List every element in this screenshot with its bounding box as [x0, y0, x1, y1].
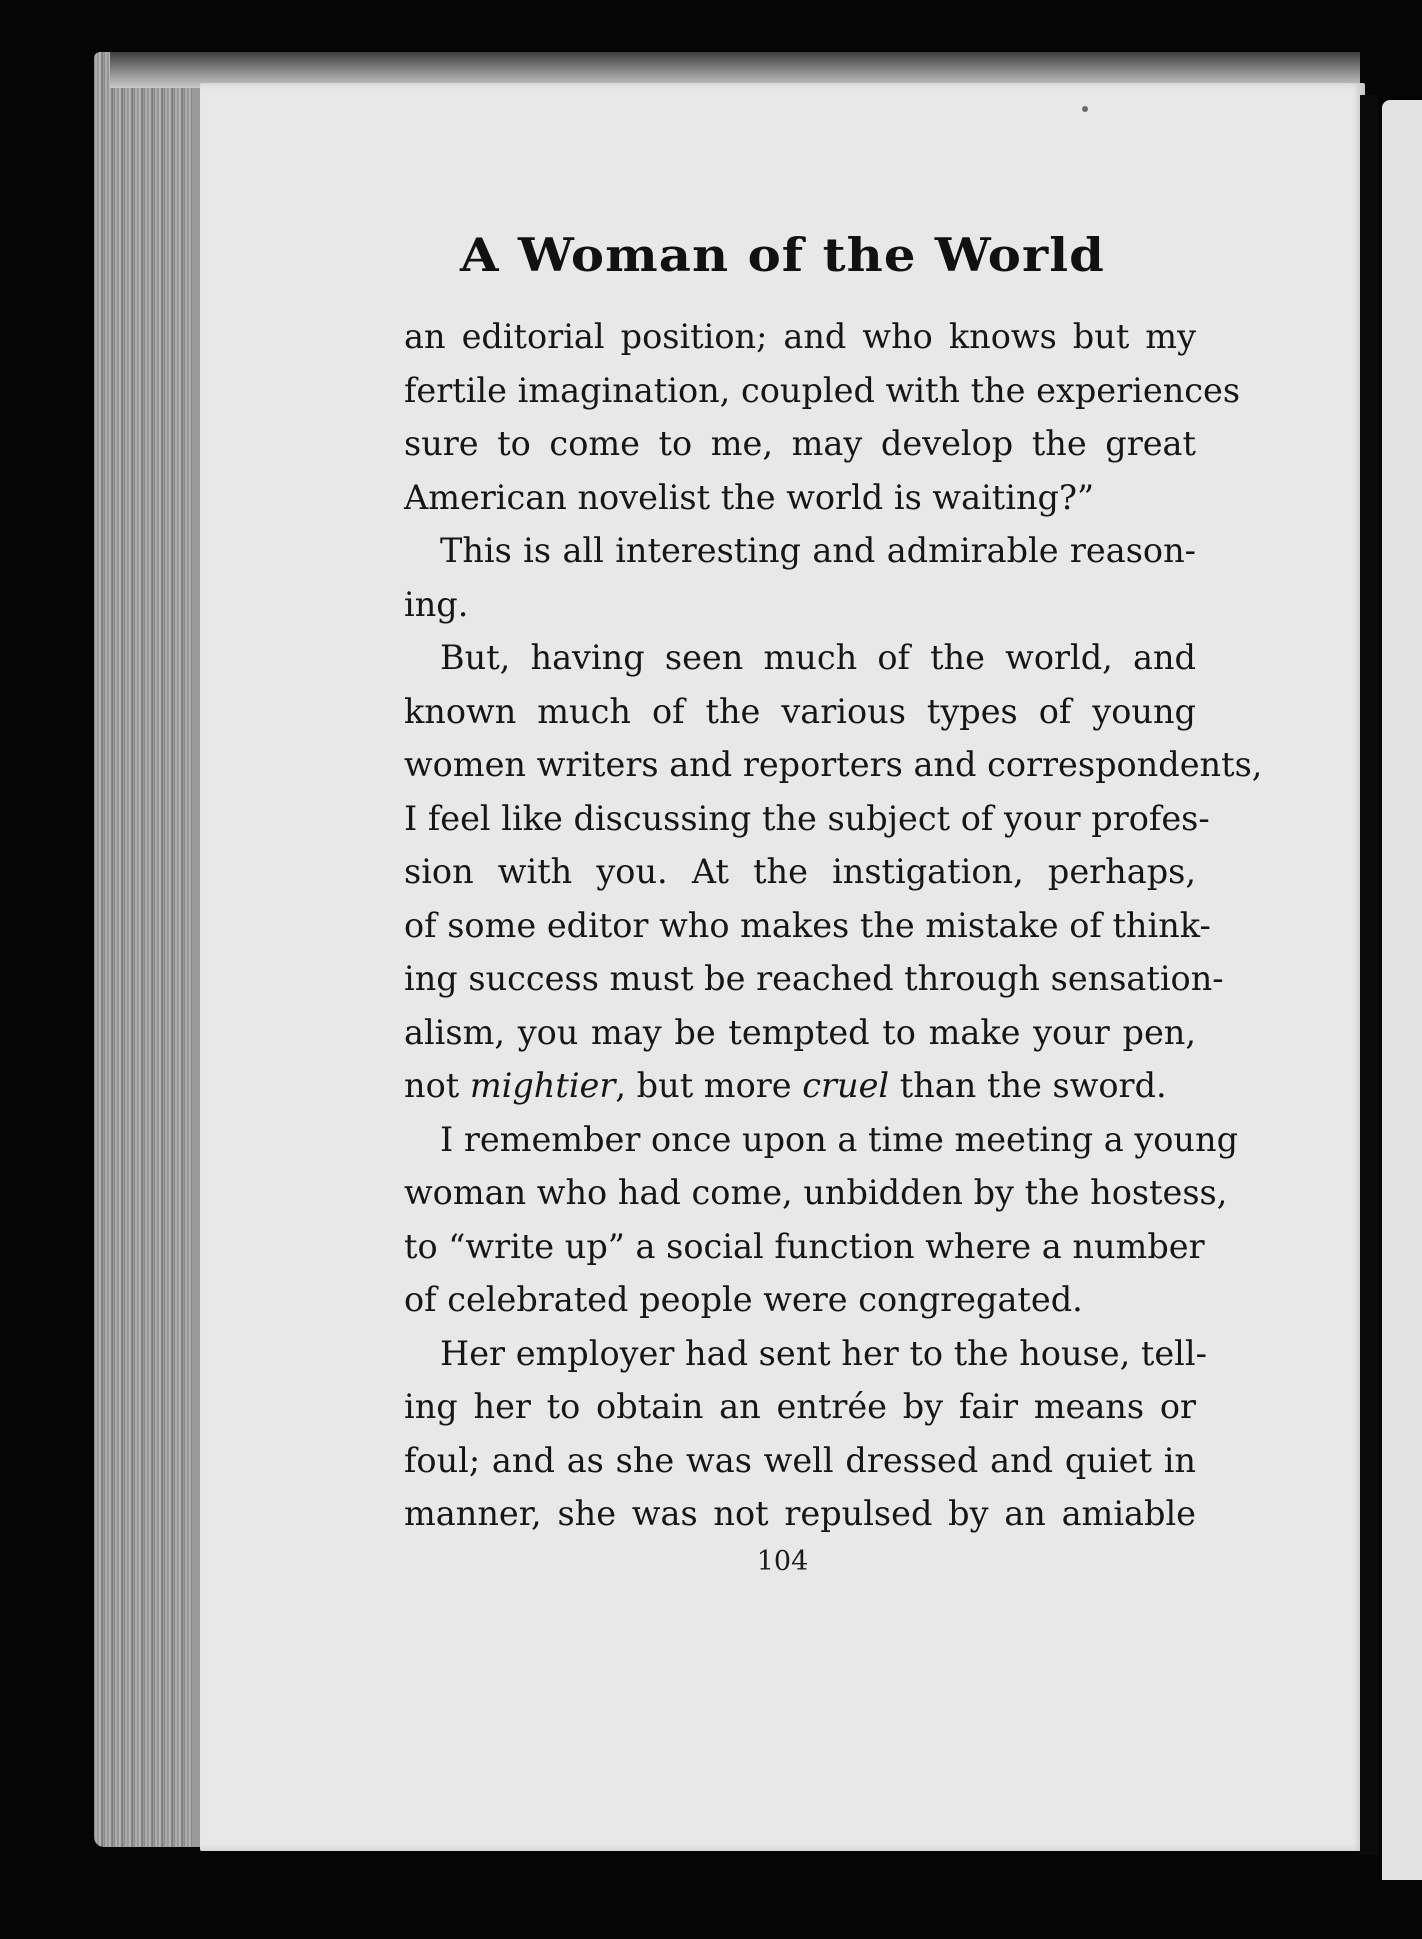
text-line: foul; and as she was well dressed and quiet in [404, 1440, 1196, 1480]
text-line: I feel like discussing the subject of your profes- [404, 798, 1210, 838]
text-line: to “write up” a social function where a number [404, 1226, 1205, 1266]
text-line: alism, you may be tempted to make your pen, [404, 1012, 1196, 1052]
text-line: manner, she was not repulsed by an amiable [404, 1494, 1196, 1533]
text-line: known much of the various types of young [404, 691, 1196, 731]
text-line: not mightier, but more cruel than the sword. [404, 1066, 1167, 1105]
text-line: fertile imagination, coupled with the experiences [404, 370, 1241, 410]
text-line: woman who had come, unbidden by the hostess, [404, 1173, 1228, 1212]
text-line: sure to come to me, may develop the great [404, 424, 1196, 463]
running-header-title: A Woman of the World [460, 228, 1105, 282]
text-line: But, having seen much of the world, and [440, 638, 1196, 677]
book-page-edges [94, 52, 206, 1847]
text-line: I remember once upon a time meeting a young [440, 1119, 1239, 1159]
text-line: Her employer had sent her to the house, tell- [440, 1333, 1207, 1373]
book-gutter [1360, 95, 1378, 1855]
text-line: of celebrated people were congregated. [404, 1280, 1083, 1319]
page-number: 104 [756, 1546, 809, 1577]
text-line: ing. [404, 584, 469, 624]
body-text [404, 310, 1263, 1541]
dust-speck [1082, 106, 1088, 112]
text-line: sion with you. At the instigation, perhaps, [404, 852, 1196, 891]
text-line: This is all interesting and admirable reason- [440, 531, 1196, 570]
text-line: ing her to obtain an entrée by fair means or [404, 1387, 1196, 1426]
text-line: women writers and reporters and correspondents, [404, 745, 1263, 784]
text-line: ing success must be reached through sensation- [404, 959, 1224, 998]
text-line: an editorial position; and who knows but my [404, 317, 1196, 356]
text-line: American novelist the world is waiting?” [404, 477, 1095, 517]
text-line: of some editor who makes the mistake of think- [404, 905, 1211, 945]
facing-page-edge [1382, 100, 1422, 1880]
